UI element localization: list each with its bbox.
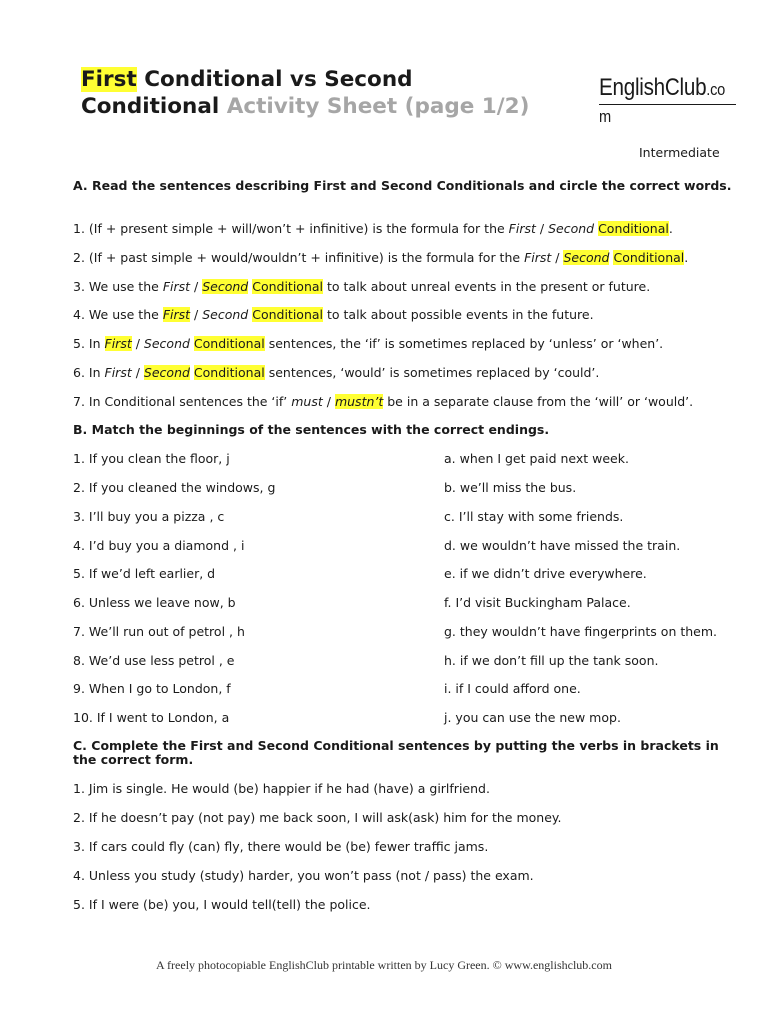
c-item-5: 5. If I were (be) you, I would tell(tell) the police.	[73, 897, 371, 912]
word-first: First	[104, 365, 132, 380]
word-first: First	[524, 250, 552, 265]
a-item-6: 6. In First / Second Conditional sentences, ‘would’ is sometimes replaced by ‘could’.	[73, 365, 600, 380]
logo-underline	[599, 104, 736, 105]
c-item-3: 3. If cars could fly (can) fly, there would be (be) fewer traffic jams.	[73, 839, 489, 854]
word-conditional: Conditional	[252, 279, 324, 294]
b-right-d: d. we wouldn’t have missed the train.	[444, 538, 681, 553]
section-c-heading: C. Complete the First and Second Conditional sentences by putting the verbs in brackets in the correct form.	[73, 738, 719, 767]
b-left-7: 7. We’ll run out of petrol , h	[73, 624, 245, 639]
a-item-3: 3. We use the First / Second Conditional to talk about unreal events in the present or future.	[73, 279, 651, 294]
word-first: First	[508, 221, 536, 236]
word-second: Second	[143, 365, 190, 380]
b-left-3: 3. I’ll buy you a pizza , c	[73, 509, 225, 524]
page-title	[81, 66, 531, 120]
b-left-2: 2. If you cleaned the windows, g	[73, 480, 276, 495]
b-right-h: h. if we don’t fill up the tank soon.	[444, 653, 659, 668]
b-right-j: j. you can use the new mop.	[444, 710, 621, 725]
b-left-4: 4. I’d buy you a diamond , i	[73, 538, 245, 553]
word-first: First	[104, 336, 132, 351]
a-item-1: 1. (If + present simple + will/won’t + infinitive) is the formula for the First / Second Conditional.	[73, 221, 673, 236]
word-first: First	[162, 279, 191, 294]
section-a-heading: A. Read the sentences describing First and Second Conditionals and circle the correct words.	[73, 178, 732, 193]
b-right-c: c. I’ll stay with some friends.	[444, 509, 624, 524]
word-second: Second	[143, 336, 190, 351]
a-item-2: 2. (If + past simple + would/wouldn’t + infinitive) is the formula for the First / Second Conditional.	[73, 250, 689, 265]
word-second: Second	[548, 221, 595, 236]
level-label: Intermediate	[639, 145, 720, 160]
b-right-a: a. when I get paid next week.	[444, 451, 629, 466]
b-left-8: 8. We’d use less petrol , e	[73, 653, 235, 668]
c-item-4: 4. Unless you study (study) harder, you won’t pass (not / pass) the exam.	[73, 868, 534, 883]
b-right-b: b. we’ll miss the bus.	[444, 480, 577, 495]
b-right-i: i. if I could afford one.	[444, 681, 581, 696]
section-b-heading: B. Match the beginnings of the sentences with the correct endings.	[73, 422, 550, 437]
b-left-5: 5. If we’d left earlier, d	[73, 566, 216, 581]
b-left-1: 1. If you clean the floor, j	[73, 451, 230, 466]
word-second: Second	[563, 250, 610, 265]
word-second: Second	[202, 307, 249, 322]
b-left-10: 10. If I went to London, a	[73, 710, 230, 725]
word-conditional: Conditional	[252, 307, 324, 322]
word-conditional: Conditional	[193, 336, 265, 351]
title-grey: Activity Sheet (page 1/2)	[226, 94, 530, 119]
title-bold: Conditional vs Second Conditional	[81, 67, 413, 119]
logo-tld: .co	[706, 80, 726, 99]
word-conditional: Conditional	[193, 365, 265, 380]
title-first: First	[81, 67, 137, 92]
b-left-9: 9. When I go to London, f	[73, 681, 231, 696]
b-right-f: f. I’d visit Buckingham Palace.	[444, 595, 631, 610]
word-mustnt: mustn’t	[334, 394, 384, 409]
a-item-7: 7. In Conditional sentences the ‘if’ must / mustn’t be in a separate clause from the ‘will’ or ‘would’.	[73, 394, 694, 409]
b-right-e: e. if we didn’t drive everywhere.	[444, 566, 647, 581]
a-item-5: 5. In First / Second Conditional sentences, the ‘if’ is sometimes replaced by ‘unless’ or ‘when’.	[73, 336, 664, 351]
word-first: First	[162, 307, 191, 322]
word-second: Second	[202, 279, 249, 294]
footer-credit: A freely photocopiable EnglishClub printable written by Lucy Green. © www.englishclub.com	[156, 958, 612, 972]
b-right-g: g. they wouldn’t have fingerprints on them.	[444, 624, 718, 639]
c-item-2: 2. If he doesn’t pay (not pay) me back soon, I will ask(ask) him for the money.	[73, 810, 562, 825]
logo-main: EnglishClub	[599, 74, 707, 101]
englishclub-logo	[599, 74, 726, 126]
c-item-1: 1. Jim is single. He would (be) happier if he had (have) a girlfriend.	[73, 781, 490, 796]
a-item-4: 4. We use the First / Second Conditional to talk about possible events in the future.	[73, 307, 594, 322]
word-conditional: Conditional	[598, 221, 669, 236]
word-must: must	[291, 394, 323, 409]
logo-m: m	[599, 107, 611, 126]
b-left-6: 6. Unless we leave now, b	[73, 595, 236, 610]
word-conditional: Conditional	[613, 250, 685, 265]
